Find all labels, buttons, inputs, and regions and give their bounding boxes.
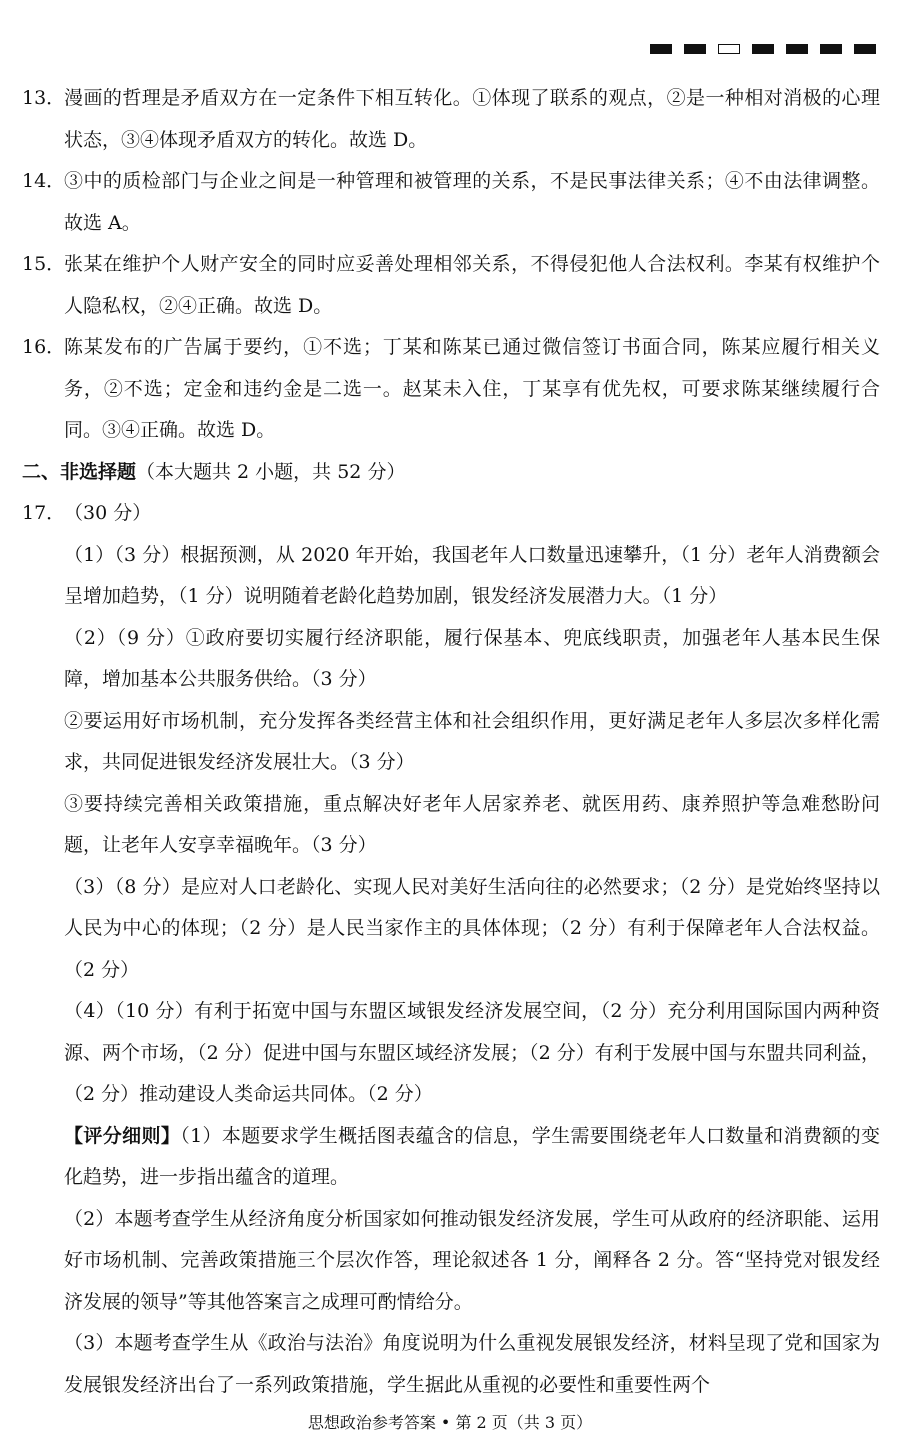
answer-paragraph: ②要运用好市场机制，充分发挥各类经营主体和社会组织作用，更好满足老年人多层次多样化需求，共同促进银发经济发展壮大。（3 分）	[64, 709, 880, 773]
answer-text: ③中的质检部门与企业之间是一种管理和被管理的关系，不是民事法律关系；④不由法律调整。故选 A。	[64, 170, 880, 234]
mark-hollow	[718, 44, 740, 54]
answer-paragraph: （3）（8 分）是应对人口老龄化、实现人民对美好生活向往的必然要求；（2 分）是党始终坚持以人民为中心的体现；（2 分）是人民当家作主的具体体现；（2 分）有利于保障老年人合法权益。（2 分）	[64, 875, 880, 981]
page-marks	[650, 44, 876, 54]
answer-paragraph: （1）（3 分）根据预测，从 2020 年开始，我国老年人口数量迅速攀升，（1 分）老年人消费额会呈增加趋势，（1 分）说明随着老龄化趋势加剧，银发经济发展潜力大。（1 分）	[64, 543, 880, 607]
answer-paragraph: （4）（10 分）有利于拓宽中国与东盟区域银发经济发展空间，（2 分）充分利用国际国内两种资源、两个市场，（2 分）促进中国与东盟区域经济发展；（2 分）有利于发展中国与东盟共同利益，（2 分）推动建设人类命运共同体。（2 分）	[64, 1000, 880, 1105]
answer-paragraph: （2）（9 分）①政府要切实履行经济职能，履行保基本、兜底线职责，加强老年人基本民生保障，增加基本公共服务供给。（3 分）	[64, 626, 880, 690]
answer-text: 张某在维护个人财产安全的同时应妥善处理相邻关系，不得侵犯他人合法权利。李某有权维护个人隐私权，②④正确。故选 D。	[64, 253, 880, 317]
mark-filled	[650, 44, 672, 54]
rubric-text: （1）本题要求学生概括图表蕴含的信息，学生需要围绕老年人口数量和消费额的变化趋势，进一步指出蕴含的道理。	[64, 1124, 880, 1188]
answer-item	[22, 78, 880, 161]
answer-item	[22, 244, 880, 327]
mark-filled	[820, 44, 842, 54]
answer-item	[22, 327, 880, 452]
question-number: 14．	[22, 170, 66, 192]
rubric-label: 【评分细则】	[64, 1124, 181, 1147]
mark-filled	[684, 44, 706, 54]
question-number: 17．	[22, 502, 66, 524]
answer-text: 漫画的哲理是矛盾双方在一定条件下相互转化。①体现了联系的观点，②是一种相对消极的心理状态，③④体现矛盾双方的转化。故选 D。	[64, 87, 880, 151]
mark-filled	[854, 44, 876, 54]
section-title: 二、非选择题	[22, 460, 137, 483]
q17-heading	[22, 493, 880, 535]
rubric-paragraph: （3）本题考查学生从《政治与法治》角度说明为什么重视发展银发经济，材料呈现了党和国家为发展银发经济出台了一系列政策措施，学生据此从重视的必要性和重要性两个	[64, 1332, 880, 1396]
mark-filled	[786, 44, 808, 54]
page-footer: 思想政治参考答案 • 第 2 页（共 3 页）	[307, 1413, 593, 1432]
question-score: （30 分）	[64, 502, 152, 524]
answer-content	[22, 78, 880, 1406]
section-heading	[22, 452, 880, 494]
answer-text: 陈某发布的广告属于要约，①不选；丁某和陈某已通过微信签订书面合同，陈某应履行相关义务，②不选；定金和违约金是二选一。赵某未入住，丁某享有优先权，可要求陈某继续履行合同。③④正确。故选 D。	[64, 336, 880, 441]
mark-filled	[752, 44, 774, 54]
question-number: 15．	[22, 253, 66, 275]
rubric-paragraph: （2）本题考查学生从经济角度分析国家如何推动银发经济发展，学生可从政府的经济职能、运用好市场机制、完善政策措施三个层次作答，理论叙述各 1 分，阐释各 2 分。答“坚持党对银发经济发展的领导”等其他答案言之成理可酌情给分。	[64, 1207, 880, 1313]
answer-item	[22, 161, 880, 244]
section-note: （本大题共 2 小题，共 52 分）	[136, 460, 406, 483]
question-number: 16．	[22, 336, 66, 358]
answer-paragraph: ③要持续完善相关政策措施，重点解决好老年人居家养老、就医用药、康养照护等急难愁盼问题，让老年人安享幸福晚年。（3 分）	[64, 792, 880, 856]
question-number: 13．	[22, 87, 66, 109]
rubric-paragraph	[22, 1116, 880, 1199]
